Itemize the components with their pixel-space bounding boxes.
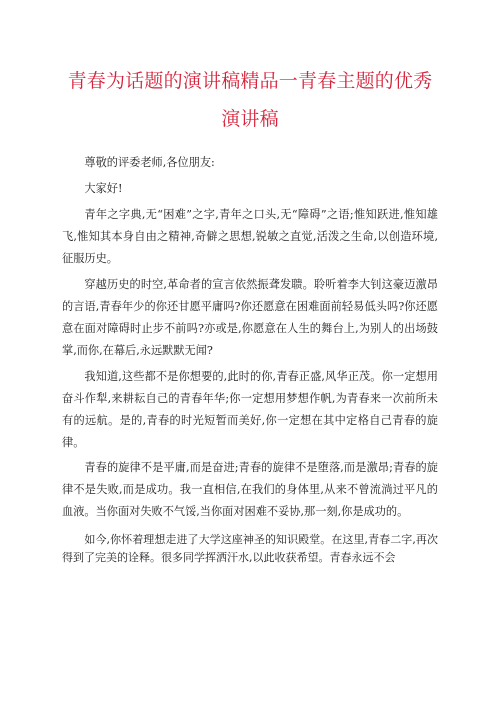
body-paragraph: 穿越历史的时空,革命者的宣言依然振聋发聩。聆听着李大钊这豪迈激昂的言语,青春年少的你还甘愿平庸吗?你还愿意在困难面前轻易低头吗?你还愿意在面对障碍时止步不前吗?亦或是,你愿意在人生的舞台上,为别人的出场鼓掌,而你,在幕后,永远默默无闻? [62,278,438,357]
greeting: 大家好! [84,182,123,195]
body-paragraph: 如今,你怀着理想走进了大学这座神圣的知识殿堂。在这里,青春二字,再次得到了完美的诠释。很多同学挥洒汗水,以此收获希望。青春永远不会 [62,533,438,564]
body-paragraph: 青年之字典,无“困难”之字,青年之口头,无“障碍”之语;惟知跃进,惟知雄飞,惟知其本身自由之精神,奇僻之思想,锐敏之直觉,活泼之生命,以创造环境,征服历史。 [62,208,438,265]
salutation: 尊敬的评委老师,各位朋友: [84,156,215,169]
body-paragraph: 青春的旋律不是平庸,而是奋进;青春的旋律不是堕落,而是激昂;青春的旋律不是失败,而是成功。我一直相信,在我们的身体里,从来不曾流淌过平凡的血液。当你面对失败不气馁,当你面对困难不妥协,那一刻,你是成功的。 [62,461,438,518]
document-title-line-1: 青春为话题的演讲稿精品一青春主题的优秀 [67,70,433,92]
document-body [62,152,438,571]
document-title-line-2: 演讲稿 [221,108,279,130]
body-paragraph: 我知道,这些都不是你想要的,此时的你,青春正盛,风华正茂。你一定想用奋斗作犁,来耕耘自己的青春年华;你一定想用梦想作帆,为青春来一次前所未有的远航。是的,青春的时光短暂而美好,你一定想在其中定格自己青春的旋律。 [62,370,438,449]
